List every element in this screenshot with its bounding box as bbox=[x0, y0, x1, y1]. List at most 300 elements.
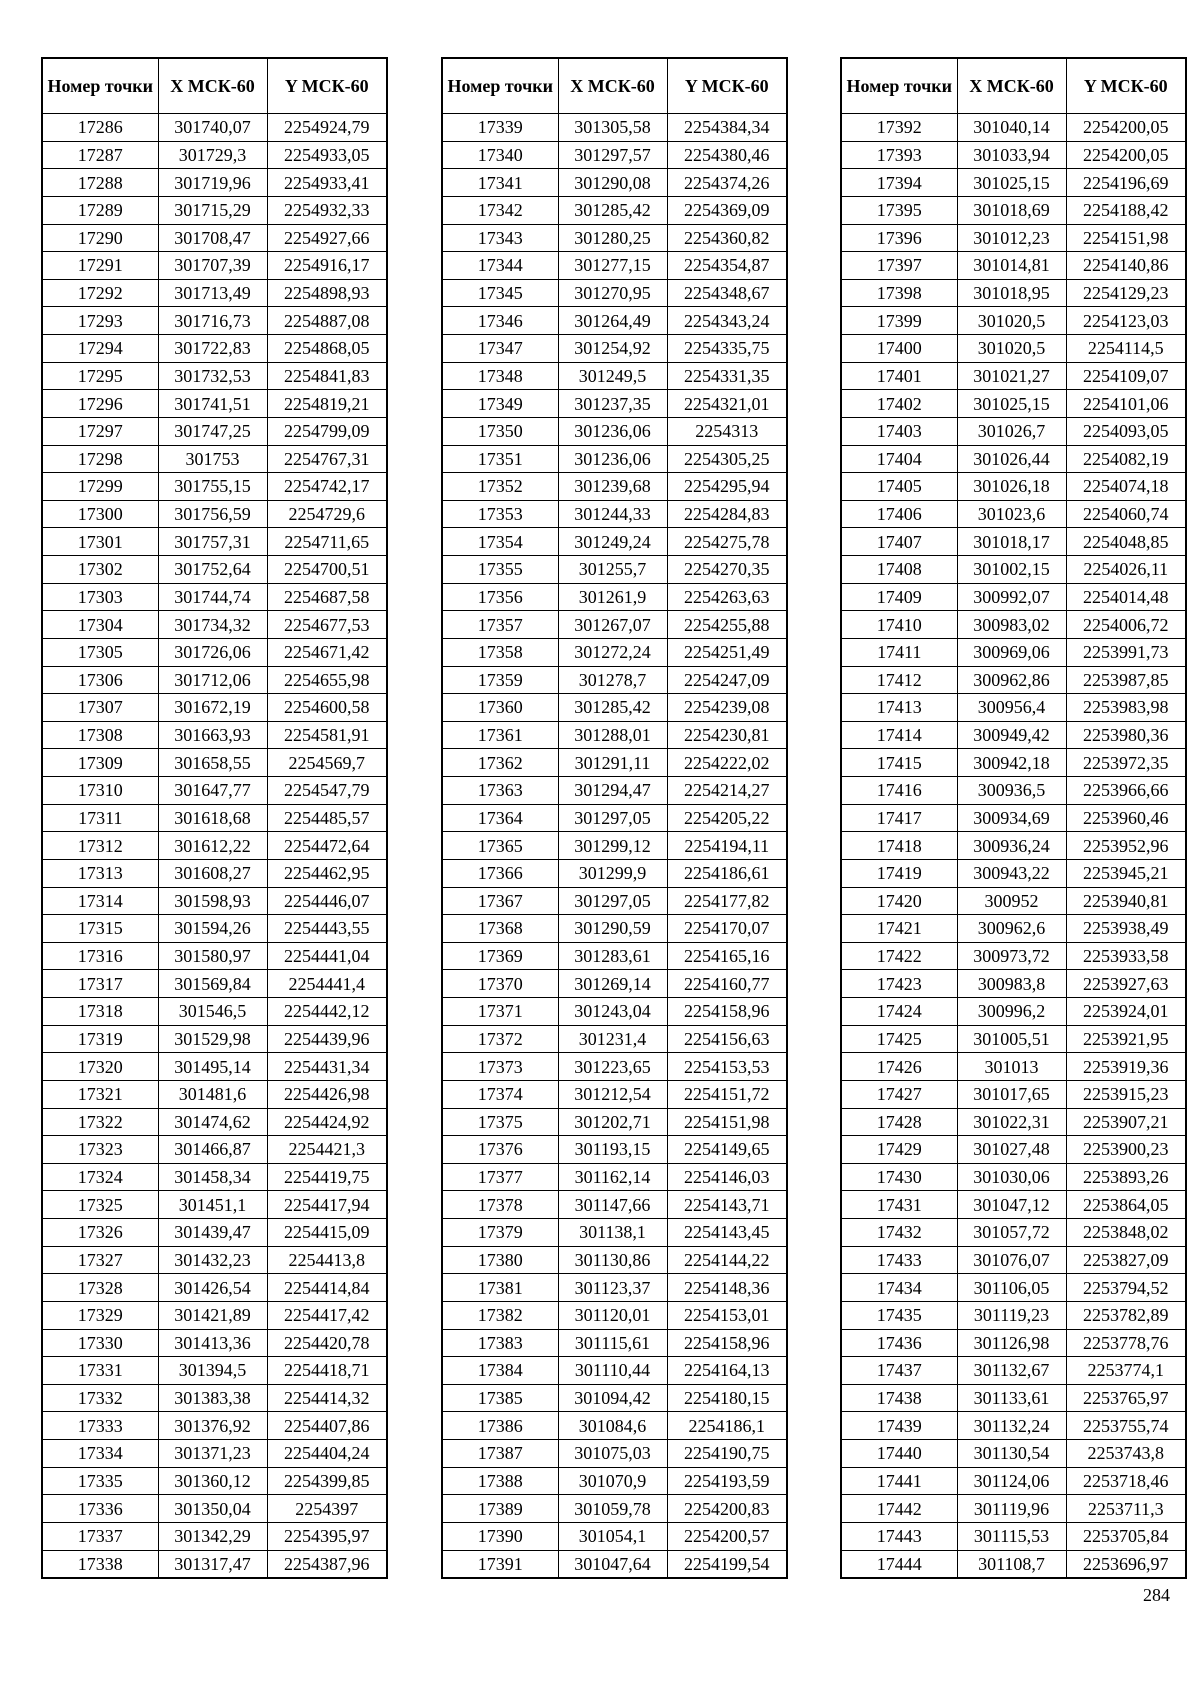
point-number-cell: 17432 bbox=[841, 1219, 957, 1247]
point-number-cell: 17396 bbox=[841, 224, 957, 252]
point-number-cell: 17426 bbox=[841, 1053, 957, 1081]
y-coordinate-cell: 2254146,03 bbox=[667, 1163, 787, 1191]
x-coordinate-cell: 300943,22 bbox=[957, 859, 1066, 887]
x-coordinate-cell: 301026,7 bbox=[957, 417, 1066, 445]
y-coordinate-cell: 2254927,66 bbox=[267, 224, 387, 252]
point-number-cell: 17330 bbox=[42, 1329, 158, 1357]
y-coordinate-cell: 2253921,95 bbox=[1066, 1025, 1186, 1053]
table-row bbox=[841, 362, 1186, 390]
table-row bbox=[42, 307, 387, 335]
table-row bbox=[442, 1163, 787, 1191]
y-coordinate-cell: 2254074,18 bbox=[1066, 473, 1186, 501]
x-coordinate-cell: 300934,69 bbox=[957, 804, 1066, 832]
x-coordinate-cell: 301740,07 bbox=[158, 114, 267, 142]
point-number-cell: 17435 bbox=[841, 1301, 957, 1329]
y-coordinate-cell: 2254247,09 bbox=[667, 666, 787, 694]
y-coordinate-cell: 2254026,11 bbox=[1066, 556, 1186, 584]
table-row bbox=[42, 252, 387, 280]
x-coordinate-cell: 301580,97 bbox=[158, 942, 267, 970]
point-number-cell: 17443 bbox=[841, 1522, 957, 1550]
table-row bbox=[42, 1440, 387, 1468]
table-row bbox=[442, 749, 787, 777]
x-coordinate-cell: 301059,78 bbox=[558, 1495, 667, 1523]
table-body bbox=[42, 114, 387, 1579]
table-row bbox=[42, 1495, 387, 1523]
x-coordinate-cell: 301249,24 bbox=[558, 528, 667, 556]
x-coordinate-cell: 301466,87 bbox=[158, 1136, 267, 1164]
point-number-cell: 17383 bbox=[442, 1329, 558, 1357]
point-number-cell: 17344 bbox=[442, 252, 558, 280]
table-row bbox=[42, 970, 387, 998]
x-coordinate-cell: 301026,18 bbox=[957, 473, 1066, 501]
y-coordinate-cell: 2254156,63 bbox=[667, 1025, 787, 1053]
x-coordinate-cell: 301130,54 bbox=[957, 1440, 1066, 1468]
point-number-cell: 17361 bbox=[442, 721, 558, 749]
x-coordinate-cell: 300983,8 bbox=[957, 970, 1066, 998]
y-coordinate-cell: 2254472,64 bbox=[267, 832, 387, 860]
table-row bbox=[42, 445, 387, 473]
x-coordinate-cell: 301732,53 bbox=[158, 362, 267, 390]
point-number-cell: 17391 bbox=[442, 1550, 558, 1578]
y-coordinate-cell: 2254295,94 bbox=[667, 473, 787, 501]
x-coordinate-cell: 301012,23 bbox=[957, 224, 1066, 252]
table-row bbox=[42, 1274, 387, 1302]
point-number-cell: 17349 bbox=[442, 390, 558, 418]
x-coordinate-cell: 301106,05 bbox=[957, 1274, 1066, 1302]
table-row bbox=[841, 500, 1186, 528]
x-coordinate-cell: 301025,15 bbox=[957, 169, 1066, 197]
y-coordinate-cell: 2254251,49 bbox=[667, 638, 787, 666]
y-coordinate-cell: 2253848,02 bbox=[1066, 1219, 1186, 1247]
y-coordinate-cell: 2254343,24 bbox=[667, 307, 787, 335]
point-number-cell: 17354 bbox=[442, 528, 558, 556]
y-coordinate-cell: 2254214,27 bbox=[667, 777, 787, 805]
point-number-cell: 17366 bbox=[442, 859, 558, 887]
point-number-cell: 17429 bbox=[841, 1136, 957, 1164]
x-coordinate-cell: 301269,14 bbox=[558, 970, 667, 998]
y-coordinate-cell: 2254165,16 bbox=[667, 942, 787, 970]
y-coordinate-cell: 2254417,42 bbox=[267, 1301, 387, 1329]
table-row bbox=[841, 694, 1186, 722]
table-row bbox=[42, 1108, 387, 1136]
table-row bbox=[42, 362, 387, 390]
point-number-cell: 17293 bbox=[42, 307, 158, 335]
x-coordinate-cell: 301299,12 bbox=[558, 832, 667, 860]
x-coordinate-cell: 301747,25 bbox=[158, 417, 267, 445]
table-row bbox=[442, 1440, 787, 1468]
coordinates-table-3 bbox=[840, 57, 1187, 1579]
table-row bbox=[841, 556, 1186, 584]
y-coordinate-cell: 2253927,63 bbox=[1066, 970, 1186, 998]
table-row bbox=[841, 1053, 1186, 1081]
y-coordinate-cell: 2254230,81 bbox=[667, 721, 787, 749]
table-row bbox=[442, 528, 787, 556]
x-coordinate-cell: 301278,7 bbox=[558, 666, 667, 694]
table-row bbox=[42, 114, 387, 142]
x-coordinate-cell: 301729,3 bbox=[158, 141, 267, 169]
point-number-cell: 17442 bbox=[841, 1495, 957, 1523]
y-coordinate-cell: 2254384,34 bbox=[667, 114, 787, 142]
table-row bbox=[841, 1384, 1186, 1412]
y-coordinate-cell: 2254387,96 bbox=[267, 1550, 387, 1578]
point-number-cell: 17430 bbox=[841, 1163, 957, 1191]
y-coordinate-cell: 2254143,71 bbox=[667, 1191, 787, 1219]
point-number-cell: 17414 bbox=[841, 721, 957, 749]
y-coordinate-cell: 2253900,23 bbox=[1066, 1136, 1186, 1164]
x-coordinate-cell: 300983,02 bbox=[957, 611, 1066, 639]
y-coordinate-cell: 2253893,26 bbox=[1066, 1163, 1186, 1191]
y-coordinate-cell: 2254799,09 bbox=[267, 417, 387, 445]
table-row bbox=[841, 777, 1186, 805]
point-number-cell: 17395 bbox=[841, 196, 957, 224]
table-row bbox=[841, 169, 1186, 197]
y-coordinate-cell: 2254354,87 bbox=[667, 252, 787, 280]
x-coordinate-cell: 301261,9 bbox=[558, 583, 667, 611]
point-number-cell: 17440 bbox=[841, 1440, 957, 1468]
point-number-cell: 17327 bbox=[42, 1246, 158, 1274]
point-number-cell: 17384 bbox=[442, 1357, 558, 1385]
table-row bbox=[442, 694, 787, 722]
x-coordinate-cell: 301272,24 bbox=[558, 638, 667, 666]
page-number: 284 bbox=[1143, 1585, 1170, 1605]
table-row bbox=[42, 666, 387, 694]
y-coordinate-cell: 2254093,05 bbox=[1066, 417, 1186, 445]
table-row bbox=[841, 1274, 1186, 1302]
x-coordinate-cell: 300969,06 bbox=[957, 638, 1066, 666]
y-coordinate-cell: 2253938,49 bbox=[1066, 915, 1186, 943]
y-coordinate-cell: 2254404,24 bbox=[267, 1440, 387, 1468]
y-coordinate-cell: 2254200,05 bbox=[1066, 141, 1186, 169]
x-coordinate-cell: 301439,47 bbox=[158, 1219, 267, 1247]
point-number-cell: 17318 bbox=[42, 998, 158, 1026]
y-coordinate-cell: 2254149,65 bbox=[667, 1136, 787, 1164]
x-coordinate-cell: 301672,19 bbox=[158, 694, 267, 722]
x-coordinate-cell: 301421,89 bbox=[158, 1301, 267, 1329]
y-coordinate-cell: 2254424,92 bbox=[267, 1108, 387, 1136]
point-number-cell: 17322 bbox=[42, 1108, 158, 1136]
y-coordinate-cell: 2254239,08 bbox=[667, 694, 787, 722]
y-coordinate-cell: 2254335,75 bbox=[667, 335, 787, 363]
y-coordinate-cell: 2254729,6 bbox=[267, 500, 387, 528]
y-coordinate-cell: 2253940,81 bbox=[1066, 887, 1186, 915]
point-number-cell: 17334 bbox=[42, 1440, 158, 1468]
point-number-cell: 17382 bbox=[442, 1301, 558, 1329]
point-number-cell: 17364 bbox=[442, 804, 558, 832]
point-number-cell: 17401 bbox=[841, 362, 957, 390]
header-x-coordinate: X МСК-60 bbox=[957, 58, 1066, 114]
x-coordinate-cell: 301005,51 bbox=[957, 1025, 1066, 1053]
table-row bbox=[442, 473, 787, 501]
y-coordinate-cell: 2254188,42 bbox=[1066, 196, 1186, 224]
y-coordinate-cell: 2253718,46 bbox=[1066, 1467, 1186, 1495]
table-row bbox=[442, 859, 787, 887]
y-coordinate-cell: 2254413,8 bbox=[267, 1246, 387, 1274]
table-row bbox=[442, 445, 787, 473]
x-coordinate-cell: 300949,42 bbox=[957, 721, 1066, 749]
table-row bbox=[442, 998, 787, 1026]
table-row bbox=[841, 196, 1186, 224]
y-coordinate-cell: 2253924,01 bbox=[1066, 998, 1186, 1026]
point-number-cell: 17336 bbox=[42, 1495, 158, 1523]
table-row bbox=[442, 252, 787, 280]
point-number-cell: 17343 bbox=[442, 224, 558, 252]
x-coordinate-cell: 301285,42 bbox=[558, 196, 667, 224]
table-row bbox=[42, 1191, 387, 1219]
y-coordinate-cell: 2254143,45 bbox=[667, 1219, 787, 1247]
x-coordinate-cell: 301608,27 bbox=[158, 859, 267, 887]
table-row bbox=[841, 1108, 1186, 1136]
x-coordinate-cell: 301529,98 bbox=[158, 1025, 267, 1053]
table-row bbox=[841, 307, 1186, 335]
y-coordinate-cell: 2254441,04 bbox=[267, 942, 387, 970]
table-row bbox=[42, 1467, 387, 1495]
y-coordinate-cell: 2254151,98 bbox=[1066, 224, 1186, 252]
point-number-cell: 17311 bbox=[42, 804, 158, 832]
point-number-cell: 17288 bbox=[42, 169, 158, 197]
x-coordinate-cell: 301283,61 bbox=[558, 942, 667, 970]
table-row bbox=[42, 1246, 387, 1274]
x-coordinate-cell: 301212,54 bbox=[558, 1080, 667, 1108]
x-coordinate-cell: 301594,26 bbox=[158, 915, 267, 943]
x-coordinate-cell: 301236,06 bbox=[558, 445, 667, 473]
point-number-cell: 17359 bbox=[442, 666, 558, 694]
table-row bbox=[841, 721, 1186, 749]
y-coordinate-cell: 2254160,77 bbox=[667, 970, 787, 998]
x-coordinate-cell: 300942,18 bbox=[957, 749, 1066, 777]
table-row bbox=[442, 1108, 787, 1136]
table-row bbox=[42, 887, 387, 915]
y-coordinate-cell: 2254331,35 bbox=[667, 362, 787, 390]
point-number-cell: 17397 bbox=[841, 252, 957, 280]
y-coordinate-cell: 2253991,73 bbox=[1066, 638, 1186, 666]
y-coordinate-cell: 2254711,65 bbox=[267, 528, 387, 556]
table-row bbox=[42, 1025, 387, 1053]
table-row bbox=[442, 362, 787, 390]
table-row bbox=[841, 114, 1186, 142]
x-coordinate-cell: 301726,06 bbox=[158, 638, 267, 666]
y-coordinate-cell: 2254164,13 bbox=[667, 1357, 787, 1385]
y-coordinate-cell: 2254439,96 bbox=[267, 1025, 387, 1053]
table-row bbox=[841, 998, 1186, 1026]
x-coordinate-cell: 300956,4 bbox=[957, 694, 1066, 722]
x-coordinate-cell: 301119,23 bbox=[957, 1301, 1066, 1329]
x-coordinate-cell: 301084,6 bbox=[558, 1412, 667, 1440]
table-row bbox=[42, 417, 387, 445]
point-number-cell: 17444 bbox=[841, 1550, 957, 1578]
y-coordinate-cell: 2253705,84 bbox=[1066, 1522, 1186, 1550]
x-coordinate-cell: 300996,2 bbox=[957, 998, 1066, 1026]
y-coordinate-cell: 2253972,35 bbox=[1066, 749, 1186, 777]
table-row bbox=[841, 1440, 1186, 1468]
y-coordinate-cell: 2254321,01 bbox=[667, 390, 787, 418]
x-coordinate-cell: 301394,5 bbox=[158, 1357, 267, 1385]
x-coordinate-cell: 301017,65 bbox=[957, 1080, 1066, 1108]
table-row bbox=[442, 721, 787, 749]
x-coordinate-cell: 301244,33 bbox=[558, 500, 667, 528]
y-coordinate-cell: 2253774,1 bbox=[1066, 1357, 1186, 1385]
y-coordinate-cell: 2254190,75 bbox=[667, 1440, 787, 1468]
table-row bbox=[442, 279, 787, 307]
table-row bbox=[841, 915, 1186, 943]
point-number-cell: 17434 bbox=[841, 1274, 957, 1302]
x-coordinate-cell: 300992,07 bbox=[957, 583, 1066, 611]
point-number-cell: 17399 bbox=[841, 307, 957, 335]
header-point-number: Номер точки bbox=[841, 58, 957, 114]
point-number-cell: 17405 bbox=[841, 473, 957, 501]
point-number-cell: 17379 bbox=[442, 1219, 558, 1247]
y-coordinate-cell: 2254360,82 bbox=[667, 224, 787, 252]
point-number-cell: 17321 bbox=[42, 1080, 158, 1108]
table-row bbox=[442, 1025, 787, 1053]
table-row bbox=[42, 1301, 387, 1329]
y-coordinate-cell: 2254048,85 bbox=[1066, 528, 1186, 556]
y-coordinate-cell: 2254415,09 bbox=[267, 1219, 387, 1247]
table-row bbox=[442, 1467, 787, 1495]
x-coordinate-cell: 301030,06 bbox=[957, 1163, 1066, 1191]
point-number-cell: 17310 bbox=[42, 777, 158, 805]
header-y-coordinate: Y МСК-60 bbox=[667, 58, 787, 114]
table-row bbox=[841, 1467, 1186, 1495]
point-number-cell: 17351 bbox=[442, 445, 558, 473]
y-coordinate-cell: 2254767,31 bbox=[267, 445, 387, 473]
point-number-cell: 17317 bbox=[42, 970, 158, 998]
table-row bbox=[42, 473, 387, 501]
table-row bbox=[841, 1329, 1186, 1357]
x-coordinate-cell: 301021,27 bbox=[957, 362, 1066, 390]
point-number-cell: 17305 bbox=[42, 638, 158, 666]
table-row bbox=[841, 528, 1186, 556]
point-number-cell: 17350 bbox=[442, 417, 558, 445]
x-coordinate-cell: 301132,67 bbox=[957, 1357, 1066, 1385]
point-number-cell: 17356 bbox=[442, 583, 558, 611]
header-x-coordinate: X МСК-60 bbox=[558, 58, 667, 114]
x-coordinate-cell: 301285,42 bbox=[558, 694, 667, 722]
table-row bbox=[442, 1357, 787, 1385]
y-coordinate-cell: 2254305,25 bbox=[667, 445, 787, 473]
y-coordinate-cell: 2254933,05 bbox=[267, 141, 387, 169]
point-number-cell: 17302 bbox=[42, 556, 158, 584]
point-number-cell: 17328 bbox=[42, 1274, 158, 1302]
x-coordinate-cell: 301231,4 bbox=[558, 1025, 667, 1053]
y-coordinate-cell: 2254060,74 bbox=[1066, 500, 1186, 528]
table-row bbox=[841, 832, 1186, 860]
point-number-cell: 17363 bbox=[442, 777, 558, 805]
table-row bbox=[841, 1080, 1186, 1108]
table-row bbox=[42, 1163, 387, 1191]
table-row bbox=[442, 611, 787, 639]
y-coordinate-cell: 2254600,58 bbox=[267, 694, 387, 722]
x-coordinate-cell: 301451,1 bbox=[158, 1191, 267, 1219]
table-row bbox=[442, 307, 787, 335]
y-coordinate-cell: 2254194,11 bbox=[667, 832, 787, 860]
table-row bbox=[841, 473, 1186, 501]
table-row bbox=[42, 859, 387, 887]
x-coordinate-cell: 300952 bbox=[957, 887, 1066, 915]
table-row bbox=[442, 417, 787, 445]
y-coordinate-cell: 2254581,91 bbox=[267, 721, 387, 749]
x-coordinate-cell: 301025,15 bbox=[957, 390, 1066, 418]
table-row bbox=[841, 1136, 1186, 1164]
point-number-cell: 17290 bbox=[42, 224, 158, 252]
x-coordinate-cell: 301147,66 bbox=[558, 1191, 667, 1219]
x-coordinate-cell: 301243,04 bbox=[558, 998, 667, 1026]
x-coordinate-cell: 301753 bbox=[158, 445, 267, 473]
table-row bbox=[42, 1136, 387, 1164]
x-coordinate-cell: 301383,38 bbox=[158, 1384, 267, 1412]
x-coordinate-cell: 301598,93 bbox=[158, 887, 267, 915]
x-coordinate-cell: 301707,39 bbox=[158, 252, 267, 280]
table-row bbox=[442, 390, 787, 418]
table-row bbox=[442, 1053, 787, 1081]
x-coordinate-cell: 300936,24 bbox=[957, 832, 1066, 860]
point-number-cell: 17312 bbox=[42, 832, 158, 860]
y-coordinate-cell: 2253933,58 bbox=[1066, 942, 1186, 970]
point-number-cell: 17409 bbox=[841, 583, 957, 611]
x-coordinate-cell: 301280,25 bbox=[558, 224, 667, 252]
point-number-cell: 17418 bbox=[841, 832, 957, 860]
header-y-coordinate: Y МСК-60 bbox=[1066, 58, 1186, 114]
y-coordinate-cell: 2253980,36 bbox=[1066, 721, 1186, 749]
point-number-cell: 17420 bbox=[841, 887, 957, 915]
y-coordinate-cell: 2254742,17 bbox=[267, 473, 387, 501]
table-row bbox=[442, 1274, 787, 1302]
table-row bbox=[841, 1025, 1186, 1053]
x-coordinate-cell: 301070,9 bbox=[558, 1467, 667, 1495]
table-row bbox=[442, 114, 787, 142]
x-coordinate-cell: 301002,15 bbox=[957, 556, 1066, 584]
table-row bbox=[841, 942, 1186, 970]
table-row bbox=[442, 1412, 787, 1440]
x-coordinate-cell: 301474,62 bbox=[158, 1108, 267, 1136]
point-number-cell: 17381 bbox=[442, 1274, 558, 1302]
y-coordinate-cell: 2253864,05 bbox=[1066, 1191, 1186, 1219]
table-row bbox=[442, 777, 787, 805]
table-row bbox=[841, 1522, 1186, 1550]
x-coordinate-cell: 301752,64 bbox=[158, 556, 267, 584]
table-row bbox=[442, 1136, 787, 1164]
y-coordinate-cell: 2254186,1 bbox=[667, 1412, 787, 1440]
x-coordinate-cell: 301115,53 bbox=[957, 1522, 1066, 1550]
table-row bbox=[442, 887, 787, 915]
table-row bbox=[442, 1246, 787, 1274]
table-row bbox=[42, 583, 387, 611]
y-coordinate-cell: 2254898,93 bbox=[267, 279, 387, 307]
point-number-cell: 17424 bbox=[841, 998, 957, 1026]
table-row bbox=[42, 1080, 387, 1108]
table-body bbox=[442, 114, 787, 1579]
table-header-row bbox=[42, 58, 387, 114]
table-row bbox=[442, 141, 787, 169]
x-coordinate-cell: 301047,64 bbox=[558, 1550, 667, 1578]
x-coordinate-cell: 301126,98 bbox=[957, 1329, 1066, 1357]
y-coordinate-cell: 2254200,57 bbox=[667, 1522, 787, 1550]
x-coordinate-cell: 301120,01 bbox=[558, 1301, 667, 1329]
table-row bbox=[42, 279, 387, 307]
x-coordinate-cell: 301018,95 bbox=[957, 279, 1066, 307]
y-coordinate-cell: 2254418,71 bbox=[267, 1357, 387, 1385]
y-coordinate-cell: 2254397 bbox=[267, 1495, 387, 1523]
point-number-cell: 17289 bbox=[42, 196, 158, 224]
x-coordinate-cell: 301020,5 bbox=[957, 335, 1066, 363]
x-coordinate-cell: 301342,29 bbox=[158, 1522, 267, 1550]
point-number-cell: 17376 bbox=[442, 1136, 558, 1164]
point-number-cell: 17371 bbox=[442, 998, 558, 1026]
table-row bbox=[42, 998, 387, 1026]
table-row bbox=[42, 141, 387, 169]
point-number-cell: 17423 bbox=[841, 970, 957, 998]
x-coordinate-cell: 301708,47 bbox=[158, 224, 267, 252]
table-row bbox=[442, 638, 787, 666]
